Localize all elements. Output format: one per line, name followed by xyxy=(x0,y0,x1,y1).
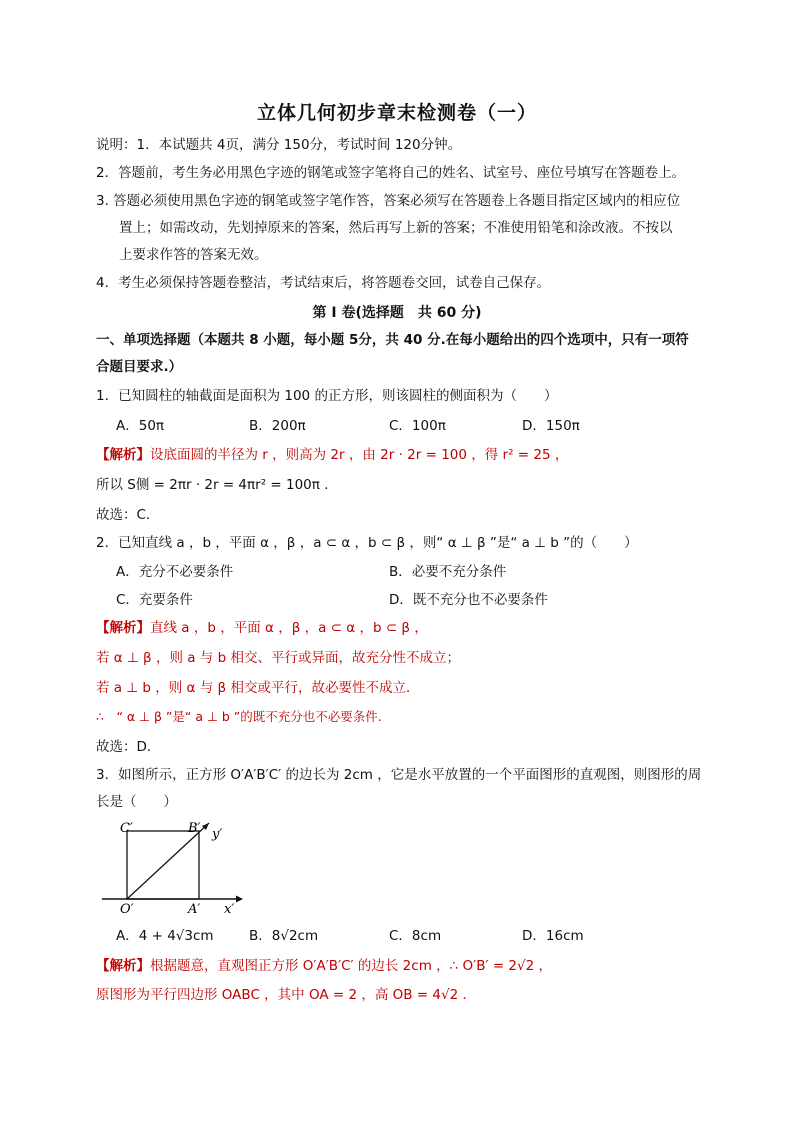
q1-analysis xyxy=(96,446,568,464)
q1-analysis-2: 所以 S侧 = 2πr · 2r = 4πr² = 100π ． xyxy=(96,477,338,493)
label-o-prime: O′ xyxy=(120,902,134,917)
instruction-line: 2．答题前，考生务必用黑色字迹的钢笔或签字笔将自己的姓名、试室号、座位号填写在答题卷上。 xyxy=(96,165,686,181)
q2-option-d: D．既不充分也不必要条件 xyxy=(389,592,548,608)
q2-option-a: A．充分不必要条件 xyxy=(116,564,234,580)
label-c-prime: C′ xyxy=(120,821,133,836)
q2-answer: 故选：D． xyxy=(96,739,161,755)
q1-option-a: A．50π xyxy=(116,418,165,434)
q3-analysis-text: 根据题意，直观图正方形 O′A′B′C′ 的边长 2cm ，∴ O′B′ = 2√2 ， xyxy=(150,958,553,974)
q1-analysis-text: 设底面圆的半径为 r ，则高为 2r ，由 2r · 2r = 100 ，得 r² = 25 ， xyxy=(150,447,569,463)
q3-option-b: B．8√2cm xyxy=(249,928,319,944)
q3-option-c: C．8cm xyxy=(389,928,442,944)
analysis-tag: 【解析】 xyxy=(96,447,150,463)
q1-option-d: D．150π xyxy=(522,418,580,434)
q2-analysis-line: 若 α ⊥ β ，则 a 与 b 相交、平行或异面，故充分性不成立； xyxy=(96,650,460,666)
q3-option-d: D．16cm xyxy=(522,928,584,944)
part-heading: 合题目要求.） xyxy=(96,359,183,375)
q2-option-c: C．充要条件 xyxy=(116,592,193,608)
q2-option-b: B．必要不充分条件 xyxy=(389,564,507,580)
q3-analysis-2: 原图形为平行四边形 OABC ，其中 OA = 2 ，高 OB = 4√2 ． xyxy=(96,987,476,1003)
question-2-stem: 2．已知直线 a ，b ，平面 α ，β ，a ⊂ α ，b ⊂ β ，则“ α ⊥ β ”是“ a ⊥ b ”的（ ） xyxy=(96,535,638,551)
question-3-stem-2: 长是（ ） xyxy=(96,794,177,810)
section-title: 第 I 卷(选择题 共 60 分) xyxy=(312,305,482,321)
instruction-line: 3. 答题必须使用黑色字迹的钢笔或签字笔作答，答案必须写在答题卷上各题目指定区域内的相应位 xyxy=(96,193,681,209)
instruction-line: 上要求作答的答案无效。 xyxy=(119,247,268,263)
q2-analysis-line: ∴ “ α ⊥ β ”是“ a ⊥ b ”的既不充分也不必要条件. xyxy=(96,709,382,724)
instruction-line: 4．考生必须保持答题卷整洁，考试结束后，将答题卷交回，试卷自己保存。 xyxy=(96,275,551,291)
q1-option-b: B．200π xyxy=(249,418,306,434)
question-3-stem: 3．如图所示，正方形 O′A′B′C′ 的边长为 2cm ，它是水平放置的一个平面图形的直观图，则图形的周 xyxy=(96,767,702,783)
part-heading: 一、单项选择题（本题共 8 小题，每小题 5分，共 40 分.在每小题给出的四个选项中，只有一项符 xyxy=(96,332,689,348)
label-x-prime: x′ xyxy=(224,902,235,917)
label-b-prime: B′ xyxy=(188,821,201,836)
x-axis-arrow xyxy=(236,896,243,903)
page-title: 立体几何初步章末检测卷（一） xyxy=(256,102,537,124)
label-y-prime: y′ xyxy=(212,827,223,842)
label-a-prime: A′ xyxy=(188,902,201,917)
q3-figure xyxy=(96,820,256,920)
q3-analysis xyxy=(96,957,552,975)
q2-analysis-line: 若 a ⊥ b ，则 α 与 β 相交或平行，故必要性不成立． xyxy=(96,680,420,696)
instruction-line: 置上；如需改动，先划掉原来的答案，然后再写上新的答案；不准使用铅笔和涂改液。不按以 xyxy=(119,220,673,236)
instruction-line: 说明：1．本试题共 4页，满分 150分，考试时间 120分钟。 xyxy=(96,137,462,153)
q1-answer: 故选：C． xyxy=(96,507,160,523)
analysis-tag: 【解析】 xyxy=(96,958,150,974)
question-1-stem: 1．已知圆柱的轴截面是面积为 100 的正方形，则该圆柱的侧面积为（ ） xyxy=(96,388,558,404)
q1-option-c: C．100π xyxy=(389,418,446,434)
q2-analysis xyxy=(96,619,428,637)
q2-analysis-text: 直线 a ，b ，平面 α ，β ，a ⊂ α ，b ⊂ β ， xyxy=(150,620,428,636)
q3-option-a: A．4 + 4√3cm xyxy=(116,928,214,944)
analysis-tag: 【解析】 xyxy=(96,620,150,636)
